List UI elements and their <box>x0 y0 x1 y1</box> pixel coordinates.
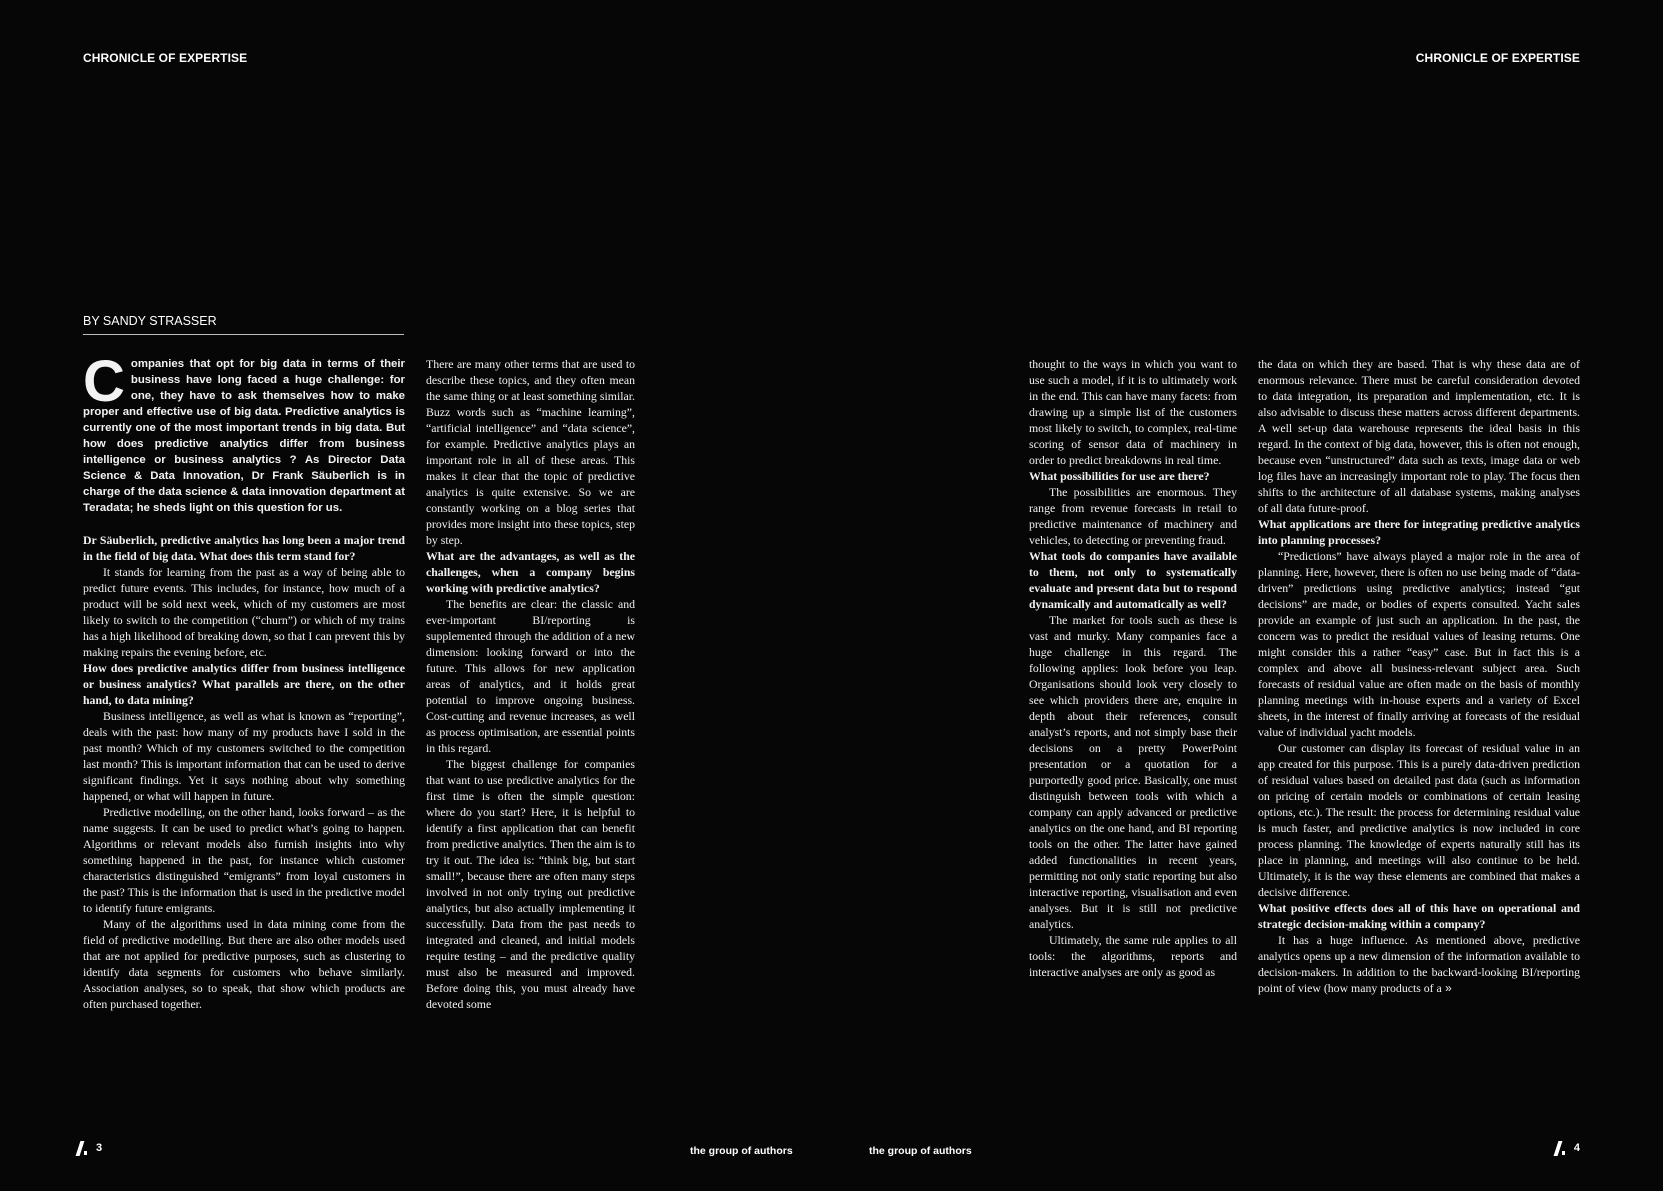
slash-logo-icon <box>1553 1141 1566 1155</box>
folio-right <box>1553 1141 1580 1155</box>
article-column-4 <box>1258 356 1580 996</box>
interview-question: What tools do companies have available to them, not only to systematically evaluate and present data but to respond dynamically and automatically as well? <box>1029 549 1237 611</box>
interview-question: What possibilities for use are there? <box>1029 469 1210 483</box>
body-paragraph: thought to the ways in which you want to use such a model, if it is to ultimately work in the end. This can have many facets: from drawing up a simple list of the customers most likely to switch, to complex, real-time scoring of sensor data of machinery in order to predict breakdowns in real time. <box>1029 357 1237 467</box>
drop-cap: C <box>83 349 125 414</box>
interview-question: What positive effects does all of this have on operational and strategic decision-making within a company? <box>1258 901 1580 931</box>
article-column-3 <box>1029 356 1237 980</box>
slash-logo-icon <box>75 1141 88 1155</box>
article-column-1 <box>83 349 405 1012</box>
byline: BY SANDY STRASSER <box>83 314 404 335</box>
page-number-left: 3 <box>96 1142 103 1154</box>
page-number-right: 4 <box>1573 1142 1580 1154</box>
body-paragraph: Ultimately, the same rule applies to all tools: the algorithms, reports and interactive analyses are only as good as <box>1029 933 1237 979</box>
interview-question: Dr Säuberlich, predictive analytics has long been a major trend in the field of big data. What does this term stand for? <box>83 533 405 563</box>
body-paragraph: The biggest challenge for companies that want to use predictive analytics for the first time is often the simple question: where do you start? Here, it is helpful to identify a first application that can benefit from predictive analytics. Then the aim is to try it out. The idea is: “think big, but start small!”, because there are often many steps involved in not only trying out predictive analytics, but also actually implementing it successfully. Data from the past needs to integrated and cleaned, and initial models require testing – and the predictive quality must also be measured and improved. Before doing this, you must already have devoted some <box>426 757 635 1011</box>
body-paragraph: Our customer can display its forecast of residual value in an app created for this purpose. This is a purely data-driven prediction of residual values based on detailed past data (such as information on pricing of certain models or combinations of certain leasing options, etc.). The result: the process for determining residual value is much faster, and predictive analytics is now included in core process planning. The knowledge of experts naturally still has its place in planning, and meetings will also continue to be held. Ultimately, it is the way these elements are combined that makes a decisive difference. <box>1258 741 1580 899</box>
body-paragraph: The possibilities are enormous. They range from revenue forecasts in retail to predictive maintenance of machinery and vehicles, to detecting or preventing fraud. <box>1029 485 1237 547</box>
article-column-2 <box>426 356 635 1012</box>
lead-text: ompanies that opt for big data in terms of their business have long faced a huge challenge: for one, they have to ask themselves how to make proper and effective use of big data. Predictive analytics is currently one of the most important trends in big data. But how does predictive analytics differ from business intelligence or business analytics ? As Director Data Science & Data Innovation, Dr Frank Säuberlich is in charge of the data science & data innovation department at Teradata; he sheds light on this question for us. <box>83 358 405 514</box>
continuation-mark: » <box>1441 981 1452 995</box>
body-paragraph: The market for tools such as these is vast and murky. Many companies face a huge challenge in this regard. The following applies: look before you leap. Organisations should look very closely to see which providers there are, enquire in depth about their references, consult analyst’s reports, and not simply base their decisions on a pretty PowerPoint presentation or a quotation for a purportedly good price. Basically, one must distinguish between tools with which a company can apply advanced or predictive analytics on the one hand, and BI reporting tools on the other. The latter have gained added functionalities in recent years, permitting not only static reporting but also interactive reporting, visualisation and even analyses. But it is still not predictive analytics. <box>1029 613 1237 931</box>
footer-credit-left: the group of authors <box>690 1145 793 1157</box>
interview-question: What are the advantages, as well as the challenges, when a company begins working with predictive analytics? <box>426 549 635 595</box>
body-paragraph: It has a huge influence. As mentioned above, predictive analytics opens up a new dimension of the information available to decision-makers. In addition to the backward-looking BI/reporting point of view (how many products of a » <box>1258 933 1580 995</box>
running-head-right: CHRONICLE OF EXPERTISE <box>1415 51 1580 65</box>
interview-question: What applications are there for integrating predictive analytics into planning processes? <box>1258 517 1580 547</box>
body-paragraph: “Predictions” have always played a major role in the area of planning. Here, however, there is often no use being made of “data-driven” predictions using predictive analytics; instead “gut decisions” are made, or bodies of experts consulted. Yacht sales provide an example of just such an application. In the past, the concern was to predict the residual values of leasing returns. One might consider this a rather “easy” case. But in fact this is a complex and above all business-relevant subject area. Such forecasts of residual value are often made on the basis of monthly planning meetings with in-house experts and a variety of Excel sheets, in the interest of finally arriving at forecasts of the residual value of individual yacht models. <box>1258 549 1580 739</box>
body-paragraph: Predictive modelling, on the other hand, looks forward – as the name suggests. It can be used to predict what’s going to happen. Algorithms or relevant models also furnish insights into why something happened in the past, for instance which customer characteristics distinguished “emigrants” from loyal customers in the past? This is the information that is used in the predictive model to identify future emigrants. <box>83 805 405 915</box>
body-paragraph: Business intelligence, as well as what is known as “reporting”, deals with the past: how many of my products have I sold in the past month? Which of my customers switched to the competition last month? This is important information that can be used to derive significant findings. Yet it says nothing about why something happened, or what will happen in future. <box>83 709 405 803</box>
body-paragraph: It stands for learning from the past as a way of being able to predict future events. This includes, for instance, how much of a product will be sold next week, which of my customers are most likely to switch to the competition (“churn”) or which of my trains has a high likelihood of breaking down, so that I can prevent this by making repairs the evening before, etc. <box>83 565 405 659</box>
lead-paragraph <box>83 349 405 516</box>
body-paragraph: Many of the algorithms used in data mining come from the field of predictive modelling. But there are also other models used that are not applied for predictive purposes, such as clustering to identify data segments for customers who behave similarly. Association analyses, so to speak, that show which products are often purchased together. <box>83 917 405 1011</box>
body-paragraph: There are many other terms that are used to describe these topics, and they often mean the same thing or at least something similar. Buzz words such as “machine learning”, “artificial intelligence” and “data science”, for example. Predictive analytics plays an important role in all of these areas. This makes it clear that the topic of predictive analytics is quite extensive. So we are constantly working on a blog series that provides more insight into these topics, step by step. <box>426 357 635 547</box>
interview-question: How does predictive analytics differ from business intelligence or business analytics? What parallels are there, on the other hand, to data mining? <box>83 661 405 707</box>
column-1-body <box>83 532 405 1012</box>
body-paragraph: The benefits are clear: the classic and ever-important BI/reporting is supplemented through the addition of a new dimension: looking forward or into the future. This allows for new application areas of analytics, and it holds great potential to improve ongoing business. Cost-cutting and revenue increases, as well as process optimisation, are essential points in this regard. <box>426 597 635 755</box>
body-paragraph: the data on which they are based. That is why these data are of enormous relevance. There must be careful consideration devoted to data integration, its preparation and implementation, etc. It is also advisable to discuss these matters across different departments. A well set-up data warehouse represents the ideal basis in this regard. In the context of big data, however, this is often not enough, because even “unstructured” data such as texts, image data or web log files have an increasingly important role to play. The focus then shifts to the architecture of all database systems, making analyses of all data future-proof. <box>1258 357 1580 515</box>
running-head-left: CHRONICLE OF EXPERTISE <box>83 51 248 65</box>
column-4-body <box>1258 356 1580 996</box>
footer-credit-right: the group of authors <box>869 1145 972 1157</box>
folio-left <box>75 1141 102 1155</box>
